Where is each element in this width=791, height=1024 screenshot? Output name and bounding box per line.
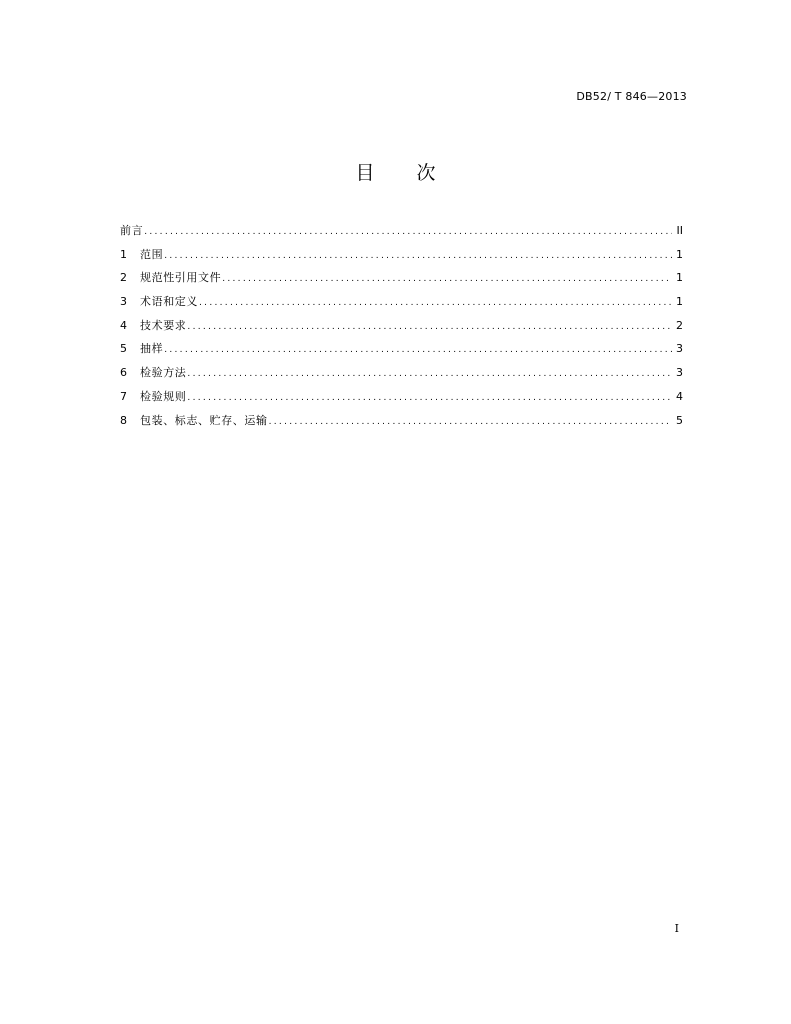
toc-entry-label: 前言 [120, 224, 144, 237]
toc-entry-number: 6 [120, 366, 127, 380]
toc-title [0, 158, 791, 185]
toc-entry-page: 5 [676, 413, 683, 427]
toc-entry-number: 1 [120, 247, 127, 261]
table-of-contents [120, 219, 683, 432]
toc-entry-1[interactable] [120, 243, 683, 267]
toc-entry-page: 4 [676, 389, 683, 403]
toc-entry-page: 1 [676, 247, 683, 261]
toc-leader-dots [164, 339, 672, 361]
standard-code: DB52/ T 846—2013 [576, 90, 687, 103]
toc-entry-label: 规范性引用文件 [140, 271, 222, 285]
toc-leader-dots [269, 411, 672, 433]
page-number: I [674, 922, 679, 935]
toc-entry-page: II [676, 224, 683, 237]
toc-entry-3[interactable] [120, 290, 683, 314]
toc-entry-6[interactable] [120, 361, 683, 385]
toc-entry-foreword[interactable] [120, 219, 683, 243]
toc-entry-label: 范围 [140, 247, 164, 261]
toc-entry-number: 2 [120, 271, 127, 285]
toc-leader-dots [222, 268, 672, 290]
toc-entry-number: 3 [120, 295, 127, 309]
toc-entry-number: 7 [120, 389, 127, 403]
toc-entry-2[interactable] [120, 266, 683, 290]
toc-entry-number: 5 [120, 342, 127, 356]
toc-entry-8[interactable] [120, 409, 683, 433]
toc-entry-4[interactable] [120, 314, 683, 338]
toc-entry-number: 4 [120, 318, 127, 332]
toc-entry-label: 抽样 [140, 342, 164, 356]
toc-entry-label: 检验规则 [140, 389, 187, 403]
toc-entry-page: 1 [676, 271, 683, 285]
toc-entry-label: 术语和定义 [140, 295, 198, 309]
toc-leader-dots [187, 363, 672, 385]
toc-leader-dots [164, 245, 672, 267]
toc-entry-7[interactable] [120, 385, 683, 409]
toc-entry-label: 检验方法 [140, 366, 187, 380]
toc-entry-page: 3 [676, 342, 683, 356]
toc-entry-label: 包装、标志、贮存、运输 [140, 413, 268, 427]
toc-leader-dots [199, 292, 672, 314]
toc-leader-dots [187, 387, 672, 409]
toc-title-char-2: 次 [416, 162, 436, 184]
toc-title-char-1: 目 [355, 162, 375, 184]
toc-entry-5[interactable] [120, 337, 683, 361]
toc-entry-page: 3 [676, 366, 683, 380]
toc-leader-dots [144, 221, 672, 243]
toc-entry-page: 1 [676, 295, 683, 309]
toc-entry-number: 8 [120, 413, 127, 427]
toc-entry-label: 技术要求 [140, 318, 187, 332]
toc-leader-dots [187, 316, 672, 338]
toc-entry-page: 2 [676, 318, 683, 332]
